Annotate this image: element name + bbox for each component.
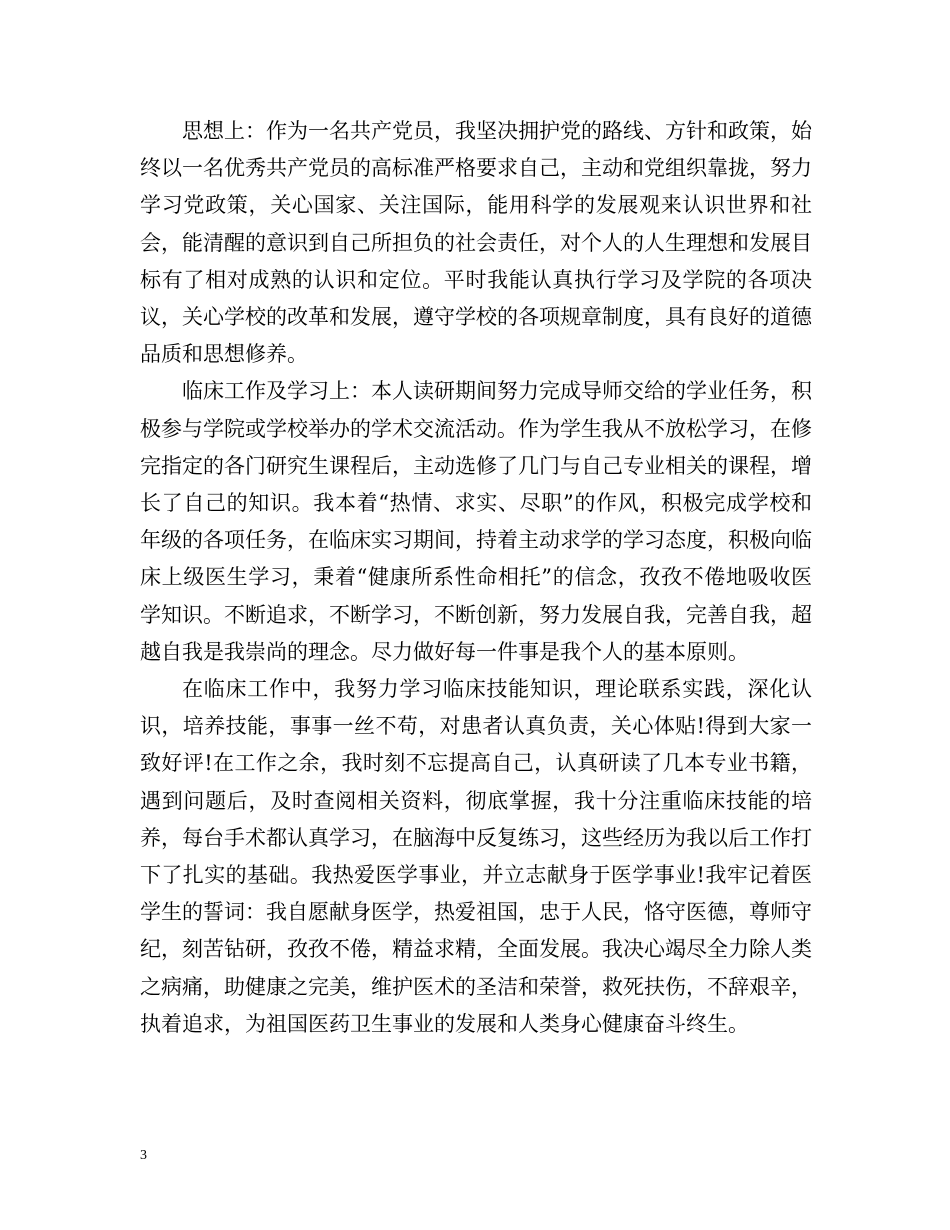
- paragraph-clinical-work: 在临床工作中，我努力学习临床技能知识，理论联系实践，深化认识，培养技能，事事一丝不苟，对患者认真负责，关心体贴!得到大家一致好评!在工作之余，我时刻不忘提高自己，认真研读了几本专业书籍，遇到问题后，及时查阅相关资料，彻底掌握，我十分注重临床技能的培养，每台手术都认真学习，在脑海中反复练习，这些经历为我以后工作打下了扎实的基础。我热爱医学事业，并立志献身于医学事业!我牢记着医学生的誓词：我自愿献身医学，热爱祖国，忠于人民，恪守医德，尊师守纪，刻苦钻研，孜孜不倦，精益求精，全面发展。我决心竭尽全力除人类之病痛，助健康之完美，维护医术的圣洁和荣誉，救死扶伤，不辞艰辛，执着追求，为祖国医药卫生事业的发展和人类身心健康奋斗终生。: [140, 677, 812, 1036]
- page-number: 3: [140, 1148, 147, 1163]
- paragraph-clinical-study: 临床工作及学习上：本人读研期间努力完成导师交给的学业任务，积极参与学院或学校举办的学术交流活动。作为学生我从不放松学习，在修完指定的各门研究生课程后，主动选修了几门与自己专业相关的课程，增长了自己的知识。我本着“热情、求实、尽职”的作风，积极完成学校和年级的各项任务，在临床实习期间，持着主动求学的学习态度，积极向临床上级医生学习，秉着“健康所系性命相托”的信念，孜孜不倦地吸收医学知识。不断追求，不断学习，不断创新，努力发展自我，完善自我，超越自我是我崇尚的理念。尽力做好每一件事是我个人的基本原则。: [140, 379, 812, 664]
- paragraph-ideology: 思想上：作为一名共产党员，我坚决拥护党的路线、方针和政策，始终以一名优秀共产党员的高标准严格要求自己，主动和党组织靠拢，努力学习党政策，关心国家、关注国际，能用科学的发展观来认识世界和社会，能清醒的意识到自己所担负的社会责任，对个人的人生理想和发展目标有了相对成熟的认识和定位。平时我能认真执行学习及学院的各项决议，关心学校的改革和发展，遵守学校的各项规章制度，具有良好的道德品质和思想修养。: [140, 119, 812, 367]
- document-body: [140, 113, 812, 1043]
